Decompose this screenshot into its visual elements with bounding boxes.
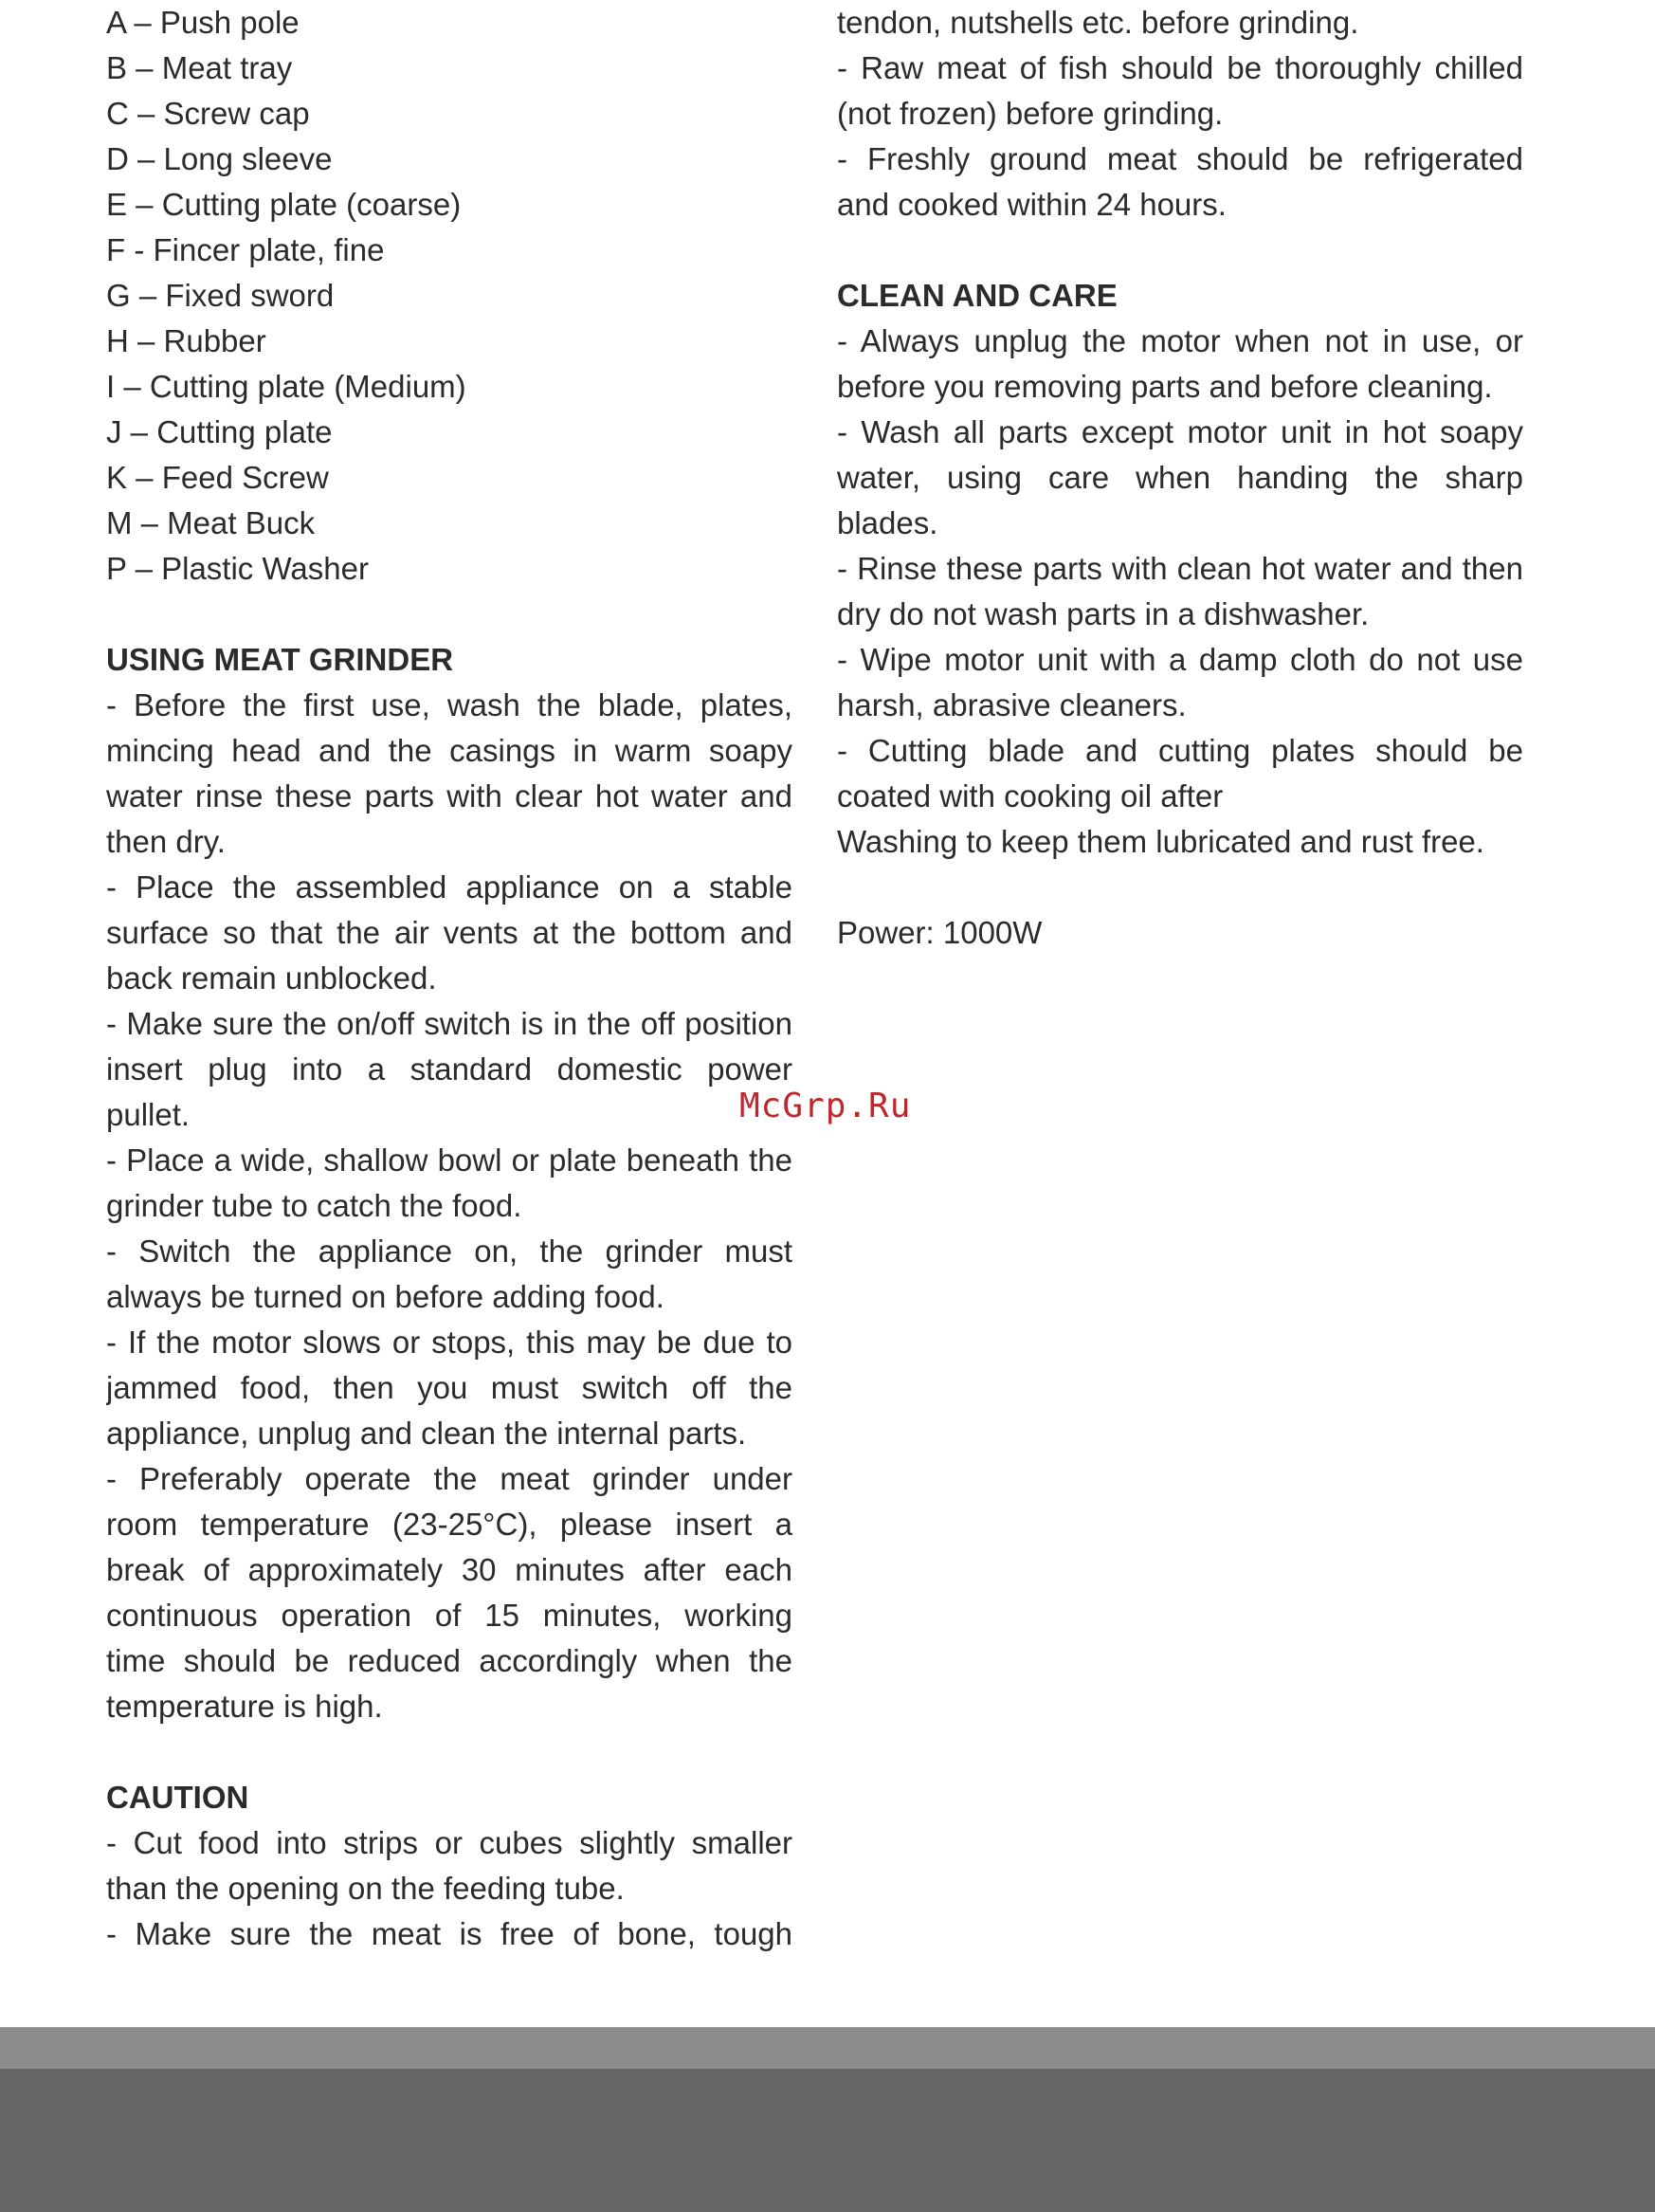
clean-line: - Cutting blade and cutting plates should be xyxy=(837,733,1523,768)
using-line: back remain unblocked. xyxy=(106,960,437,996)
footer-band-light xyxy=(0,2027,1655,2069)
using-line: break of approximately 30 minutes after each xyxy=(106,1552,792,1587)
caution-line: - Raw meat of fish should be thoroughly chilled xyxy=(837,50,1523,85)
parts-item: C – Screw cap xyxy=(106,96,310,131)
parts-item: B – Meat tray xyxy=(106,50,293,85)
using-line: - Place the assembled appliance on a stable xyxy=(106,869,792,905)
parts-item: M – Meat Buck xyxy=(106,505,316,540)
caution-line: (not frozen) before grinding. xyxy=(837,96,1224,131)
clean-line: blades. xyxy=(837,505,938,540)
clean-line: dry do not wash parts in a dishwasher. xyxy=(837,596,1370,631)
clean-line: - Wash all parts except motor unit in hot soapy xyxy=(837,414,1523,449)
using-line: jammed food, then you must switch off the xyxy=(106,1370,792,1405)
clean-line: water, using care when handing the sharp xyxy=(837,460,1523,495)
parts-item: P – Plastic Washer xyxy=(106,551,369,586)
using-line: continuous operation of 15 minutes, working xyxy=(106,1598,792,1633)
clean-line: Washing to keep them lubricated and rust free. xyxy=(837,824,1484,859)
using-line: - Place a wide, shallow bowl or plate beneath the xyxy=(106,1143,792,1178)
clean-line: - Wipe motor unit with a damp cloth do not use xyxy=(837,642,1523,677)
parts-item: K – Feed Screw xyxy=(106,460,329,495)
using-line: water rinse these parts with clear hot water and xyxy=(106,778,792,814)
using-line: - Preferably operate the meat grinder under xyxy=(106,1461,792,1496)
using-line: insert plug into a standard domestic power xyxy=(106,1051,792,1087)
clean-line: coated with cooking oil after xyxy=(837,778,1224,814)
footer-band-dark xyxy=(0,2069,1655,2212)
clean-heading: CLEAN AND CARE xyxy=(837,278,1118,313)
using-line: - Switch the appliance on, the grinder must xyxy=(106,1234,792,1269)
parts-item: J – Cutting plate xyxy=(106,414,333,449)
using-line: - Make sure the on/off switch is in the off position xyxy=(106,1006,792,1041)
clean-line: harsh, abrasive cleaners. xyxy=(837,687,1187,722)
parts-item: H – Rubber xyxy=(106,323,266,358)
parts-item: G – Fixed sword xyxy=(106,278,335,313)
caution-line: - Make sure the meat is free of bone, tough xyxy=(106,1916,792,1951)
caution-line: tendon, nutshells etc. before grinding. xyxy=(837,5,1359,40)
using-line: - If the motor slows or stops, this may be due to xyxy=(106,1325,792,1360)
parts-item: E – Cutting plate (coarse) xyxy=(106,187,462,222)
parts-item: I – Cutting plate (Medium) xyxy=(106,369,466,404)
using-line: time should be reduced accordingly when the xyxy=(106,1643,792,1678)
using-line: - Before the first use, wash the blade, plates, xyxy=(106,687,792,722)
parts-item: D – Long sleeve xyxy=(106,141,333,176)
using-line: surface so that the air vents at the bottom and xyxy=(106,915,792,950)
using-line: mincing head and the casings in warm soapy xyxy=(106,733,792,768)
parts-item: F - Fincer plate, fine xyxy=(106,232,385,267)
clean-line: - Always unplug the motor when not in use, or xyxy=(837,323,1523,358)
power-rating: Power: 1000W xyxy=(837,915,1043,950)
watermark-logo: McGrp.Ru xyxy=(739,1087,912,1125)
using-line: temperature is high. xyxy=(106,1689,383,1724)
using-line: room temperature (23-25°C), please insert a xyxy=(106,1507,792,1542)
caution-line: and cooked within 24 hours. xyxy=(837,187,1227,222)
clean-line: - Rinse these parts with clean hot water and then xyxy=(837,551,1523,586)
caution-line: - Cut food into strips or cubes slightly smaller xyxy=(106,1825,792,1860)
clean-line: before you removing parts and before cleaning. xyxy=(837,369,1493,404)
caution-line: - Freshly ground meat should be refrigerated xyxy=(837,141,1523,176)
using-line: grinder tube to catch the food. xyxy=(106,1188,522,1223)
caution-line: than the opening on the feeding tube. xyxy=(106,1871,625,1906)
using-heading: USING MEAT GRINDER xyxy=(106,642,454,677)
left-column xyxy=(106,0,792,1957)
using-line: then dry. xyxy=(106,824,226,859)
right-column xyxy=(837,0,1523,956)
using-line: always be turned on before adding food. xyxy=(106,1279,664,1314)
using-line: pullet. xyxy=(106,1097,191,1132)
parts-item: A – Push pole xyxy=(106,5,300,40)
caution-heading: CAUTION xyxy=(106,1780,249,1815)
using-line: appliance, unplug and clean the internal parts. xyxy=(106,1416,747,1451)
